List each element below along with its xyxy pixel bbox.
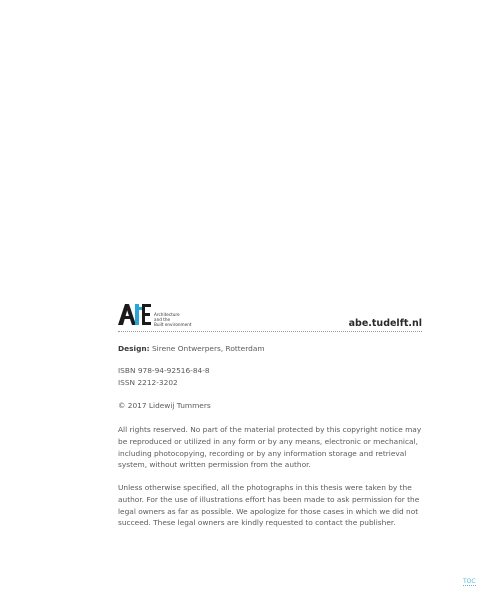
photos-paragraph xyxy=(118,482,422,529)
colophon xyxy=(118,302,422,528)
design-label: Design: xyxy=(118,344,150,353)
copyright-block xyxy=(118,400,422,412)
toc-link[interactable]: TOC xyxy=(463,578,476,585)
logo-line-3: Built environment xyxy=(154,322,192,327)
photos-text: Unless otherwise specified, all the photographs in this thesis were taken by the author. For the use of illustrations effort has been made to ask permission for the legal owners as far as possible. We apologize for those cases in which we did not succeed. These legal owners are kindly requested to contact the publisher. xyxy=(118,483,420,528)
logo-text xyxy=(154,312,192,327)
issn-text: ISSN 2212-3202 xyxy=(118,377,178,387)
site-link[interactable]: abe.tudelft.nl xyxy=(348,318,422,329)
design-credit xyxy=(118,343,422,355)
dotted-divider xyxy=(118,331,422,332)
logo-line-1: Architecture xyxy=(154,312,180,317)
rights-paragraph xyxy=(118,424,422,471)
isbn-block xyxy=(118,365,422,389)
rights-text: All rights reserved. No part of the material protected by this copyright notice may be reproduced or utilized in any form or by any means, electronic or mechanical, including photocopying, recording or by any information storage and retrieval system, without written permission from the author. xyxy=(118,425,422,470)
logo-row xyxy=(118,302,422,330)
isbn-text: ISBN 978-94-92516-84-8 xyxy=(118,366,210,375)
design-value: Sirene Ontwerpers, Rotterdam xyxy=(151,344,265,353)
logo-line-2: and the xyxy=(154,317,171,322)
copyright-text: © 2017 Lidewij Tummers xyxy=(118,401,211,410)
